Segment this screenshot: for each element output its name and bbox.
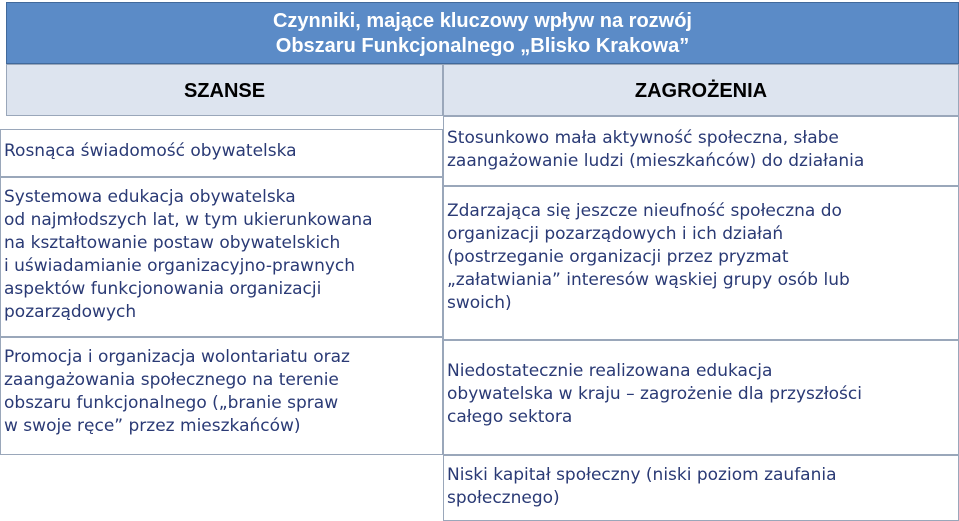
title-line-1: Czynniki, mające kluczowy wpływ na rozwój bbox=[272, 10, 692, 32]
szanse-item-2-text: Systemowa edukacja obywatelska od najmłodszych lat, w tym ukierunkowana na kształtowanie postaw obywatelskich i uświadamianie organizacyjno-prawnych aspektów funkcjonowania organizacji pozarządowych bbox=[4, 187, 373, 322]
zagrozenia-item-4-text: Niski kapitał społeczny (niski poziom zaufania społecznego) bbox=[447, 465, 837, 508]
zagrozenia-item-4 bbox=[443, 455, 959, 521]
szanse-item-3 bbox=[0, 337, 443, 455]
szanse-item-1-text: Rosnąca świadomość obywatelska bbox=[4, 141, 297, 161]
zagrozenia-item-3-text: Niedostatecznie realizowana edukacja obywatelska w kraju – zagrożenie dla przyszłości całego sektora bbox=[447, 361, 862, 427]
column-header-zagrozenia: ZAGROŻENIA bbox=[443, 64, 959, 116]
zagrozenia-item-1-text: Stosunkowo mała aktywność społeczna, słabe zaangażowanie ludzi (mieszkańców) do działania bbox=[447, 128, 865, 171]
szanse-item-1 bbox=[0, 129, 443, 177]
szanse-item-3-text: Promocja i organizacja wolontariatu oraz zaangażowania społecznego na terenie obszaru funkcjonalnego („branie spraw w swoje ręce” przez mieszkańców) bbox=[4, 347, 350, 436]
column-header-szanse: SZANSE bbox=[6, 64, 443, 116]
zagrozenia-item-2 bbox=[443, 186, 959, 340]
zagrozenia-item-1 bbox=[443, 116, 959, 186]
title-line-2: Obszaru Funkcjonalnego „Blisko Krakowa” bbox=[275, 35, 690, 57]
table-title bbox=[6, 2, 959, 64]
zagrozenia-item-3 bbox=[443, 340, 959, 455]
zagrozenia-item-2-text: Zdarzająca się jeszcze nieufność społeczna do organizacji pozarządowych i ich działań (postrzeganie organizacji przez pryzmat „załatwiania” interesów wąskiej grupy osób lub swoich) bbox=[447, 201, 850, 313]
szanse-item-2 bbox=[0, 177, 443, 337]
